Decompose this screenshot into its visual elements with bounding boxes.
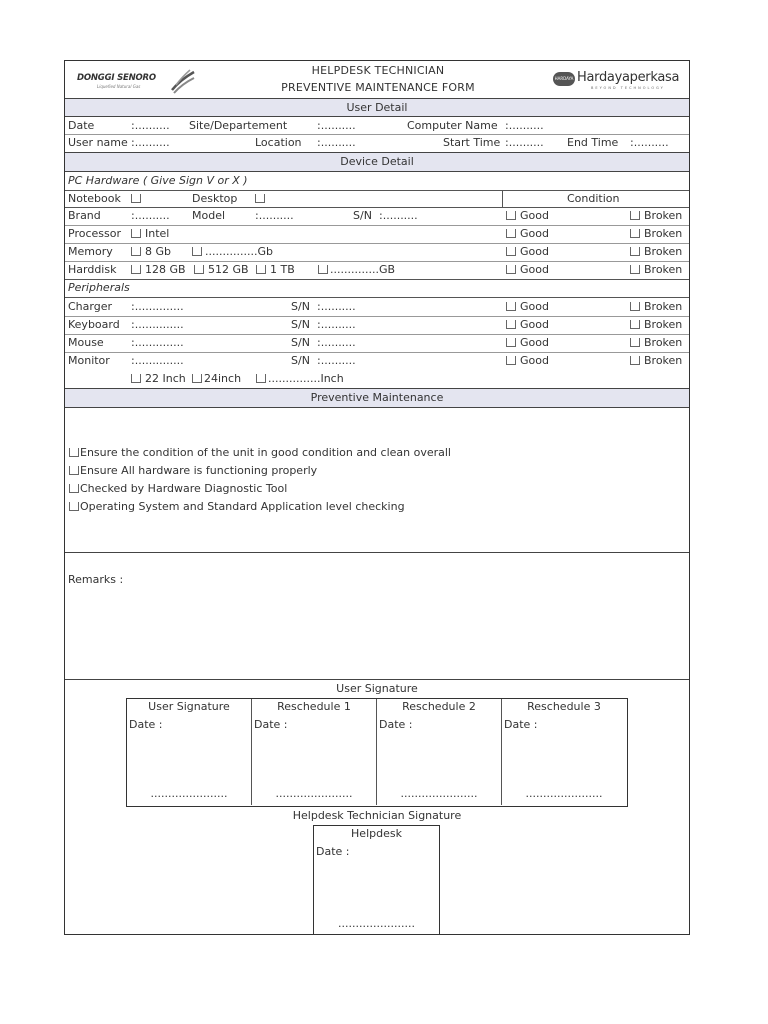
- keyboard-field[interactable]: :..............: [131, 318, 184, 331]
- notebook-label: Notebook: [68, 192, 121, 205]
- maintenance-checkbox-1[interactable]: [69, 448, 79, 457]
- hd-512-label: 512 GB: [208, 263, 249, 276]
- site-label: Site/Departement: [189, 119, 288, 132]
- serial-label: S/N: [291, 336, 310, 349]
- condition-divider: [502, 190, 503, 207]
- user-signature-box[interactable]: [127, 699, 251, 805]
- username-field[interactable]: :..........: [131, 136, 170, 149]
- remarks-label: Remarks :: [68, 573, 124, 586]
- harddisk-label: Harddisk: [68, 263, 117, 276]
- memory-custom-checkbox[interactable]: [192, 247, 202, 256]
- good-label: Good: [520, 300, 549, 313]
- serial-label: S/N: [291, 318, 310, 331]
- broken-label: Broken: [644, 318, 683, 331]
- reschedule-3-box[interactable]: [502, 699, 626, 805]
- monitor-good-checkbox[interactable]: [506, 356, 516, 365]
- computer-name-label: Computer Name: [407, 119, 498, 132]
- signature-box-title: Reschedule 2: [402, 700, 476, 713]
- form-header: [65, 61, 689, 98]
- signature-date-label: Date :: [379, 718, 413, 731]
- memory-8gb-checkbox[interactable]: [131, 247, 141, 256]
- monitor-field[interactable]: :..............: [131, 354, 184, 367]
- maintenance-form: [64, 60, 690, 935]
- computer-name-field[interactable]: :..........: [505, 119, 544, 132]
- good-label: Good: [520, 209, 549, 222]
- username-label: User name: [68, 136, 128, 149]
- memory-good-checkbox[interactable]: [506, 247, 516, 256]
- gas-flame-icon: [170, 68, 196, 94]
- maintenance-item-2: Ensure All hardware is functioning properly: [80, 464, 318, 477]
- good-label: Good: [520, 263, 549, 276]
- row-divider: [65, 261, 689, 262]
- technician-signature-title: Helpdesk Technician Signature: [292, 809, 462, 822]
- signature-line: ......................: [338, 917, 415, 930]
- harddisk-good-checkbox[interactable]: [506, 265, 516, 274]
- hd-1tb-checkbox[interactable]: [256, 265, 266, 274]
- model-field[interactable]: :..........: [255, 209, 294, 222]
- date-label: Date: [68, 119, 95, 132]
- monitor-serial-field[interactable]: :..........: [317, 354, 356, 367]
- section-divider: [65, 679, 689, 680]
- row-divider: [65, 225, 689, 226]
- row-divider: [65, 352, 689, 353]
- intel-label: Intel: [145, 227, 170, 240]
- processor-label: Processor: [68, 227, 121, 240]
- monitor-label: Monitor: [68, 354, 110, 367]
- location-label: Location: [255, 136, 302, 149]
- memory-8gb-label: 8 Gb: [145, 245, 172, 258]
- brand-field[interactable]: :..........: [131, 209, 170, 222]
- brand-label: Brand: [68, 209, 101, 222]
- row-divider: [65, 334, 689, 335]
- broken-label: Broken: [644, 354, 683, 367]
- signature-date-label: Date :: [504, 718, 538, 731]
- row-divider: [65, 297, 689, 298]
- broken-label: Broken: [644, 227, 683, 240]
- good-label: Good: [520, 354, 549, 367]
- charger-label: Charger: [68, 300, 112, 313]
- logo-left-text: DONGGI SENORO: [77, 73, 156, 83]
- charger-serial-field[interactable]: :..........: [317, 300, 356, 313]
- monitor-broken-checkbox[interactable]: [630, 356, 640, 365]
- hd-custom-checkbox[interactable]: [318, 265, 328, 274]
- end-time-label: End Time: [567, 136, 619, 149]
- memory-custom-field[interactable]: ...............Gb: [205, 245, 273, 258]
- preventive-maintenance-header: Preventive Maintenance: [65, 388, 689, 408]
- row-divider: [65, 243, 689, 244]
- section-divider: [65, 552, 689, 553]
- start-time-label: Start Time: [443, 136, 501, 149]
- location-field[interactable]: :..........: [317, 136, 356, 149]
- hd-128-label: 128 GB: [145, 263, 186, 276]
- broken-label: Broken: [644, 336, 683, 349]
- serial-label: S/N: [291, 354, 310, 367]
- signature-box-title: User Signature: [148, 700, 230, 713]
- maintenance-item-4: Operating System and Standard Application level checking: [80, 500, 405, 513]
- desktop-label: Desktop: [192, 192, 238, 205]
- maintenance-checkbox-2[interactable]: [69, 466, 79, 475]
- broken-label: Broken: [644, 209, 683, 222]
- maintenance-checkbox-4[interactable]: [69, 502, 79, 511]
- logo-left-subtext: Liquefied Natural Gas: [97, 84, 141, 89]
- row-divider: [65, 190, 689, 191]
- maintenance-item-3: Checked by Hardware Diagnostic Tool: [80, 482, 288, 495]
- brand-good-checkbox[interactable]: [506, 211, 516, 220]
- processor-broken-checkbox[interactable]: [630, 229, 640, 238]
- monitor-24-label: 24inch: [204, 372, 242, 385]
- good-label: Good: [520, 318, 549, 331]
- mouse-serial-field[interactable]: :..........: [317, 336, 356, 349]
- keyboard-serial-field[interactable]: :..........: [317, 318, 356, 331]
- end-time-field[interactable]: :..........: [630, 136, 669, 149]
- helpdesk-signature-box[interactable]: [313, 825, 440, 935]
- reschedule-1-box[interactable]: [252, 699, 376, 805]
- form-title-line2: PREVENTIVE MAINTENANCE FORM: [281, 81, 475, 94]
- memory-broken-checkbox[interactable]: [630, 247, 640, 256]
- remarks-area[interactable]: [65, 555, 689, 677]
- hd-512-checkbox[interactable]: [194, 265, 204, 274]
- charger-broken-checkbox[interactable]: [630, 302, 640, 311]
- good-label: Good: [520, 245, 549, 258]
- row-divider: [65, 279, 689, 280]
- serial-label: S/N: [291, 300, 310, 313]
- monitor-22-checkbox[interactable]: [131, 374, 141, 383]
- mouse-broken-checkbox[interactable]: [630, 338, 640, 347]
- charger-field[interactable]: :..............: [131, 300, 184, 313]
- condition-header: Condition: [567, 192, 620, 205]
- serial-label: S/N: [353, 209, 372, 222]
- signature-line: ......................: [275, 787, 353, 800]
- hardayaperkasa-logo: [553, 69, 683, 91]
- monitor-custom-field[interactable]: ...............Inch: [268, 372, 344, 385]
- intel-checkbox[interactable]: [131, 229, 141, 238]
- broken-label: Broken: [644, 245, 683, 258]
- mouse-field[interactable]: :..............: [131, 336, 184, 349]
- maintenance-checkbox-3[interactable]: [69, 484, 79, 493]
- hardaya-badge-icon: HARDAYA: [553, 72, 575, 86]
- form-title-line1: HELPDESK TECHNICIAN: [311, 64, 445, 77]
- peripherals-label: Peripherals: [68, 281, 130, 294]
- broken-label: Broken: [644, 300, 683, 313]
- row-divider: [65, 207, 689, 208]
- mouse-label: Mouse: [68, 336, 104, 349]
- good-label: Good: [520, 227, 549, 240]
- user-detail-header: User Detail: [65, 98, 689, 117]
- broken-label: Broken: [644, 263, 683, 276]
- brand-broken-checkbox[interactable]: [630, 211, 640, 220]
- row-divider: [65, 316, 689, 317]
- logo-right-tagline: BEYOND TECHNOLOGY: [591, 86, 665, 90]
- hd-128-checkbox[interactable]: [131, 265, 141, 274]
- signature-date-label: Date :: [129, 718, 163, 731]
- processor-good-checkbox[interactable]: [506, 229, 516, 238]
- maintenance-item-1: Ensure the condition of the unit in good condition and clean overall: [80, 446, 451, 459]
- keyboard-good-checkbox[interactable]: [506, 320, 516, 329]
- pc-hardware-label: PC Hardware ( Give Sign V or X ): [68, 174, 248, 187]
- device-detail-header: Device Detail: [65, 152, 689, 172]
- signature-line: ......................: [525, 787, 603, 800]
- good-label: Good: [520, 336, 549, 349]
- monitor-24-checkbox[interactable]: [192, 374, 202, 383]
- serial-field[interactable]: :..........: [379, 209, 418, 222]
- keyboard-label: Keyboard: [68, 318, 120, 331]
- row-divider: [65, 134, 689, 135]
- donggi-senoro-logo: [77, 67, 197, 93]
- signature-box-title: Reschedule 3: [527, 700, 601, 713]
- notebook-checkbox[interactable]: [131, 194, 141, 203]
- hd-custom-field[interactable]: ..............GB: [330, 263, 396, 276]
- desktop-checkbox[interactable]: [255, 194, 265, 203]
- keyboard-broken-checkbox[interactable]: [630, 320, 640, 329]
- start-time-field[interactable]: :..........: [505, 136, 544, 149]
- signature-line: ......................: [400, 787, 478, 800]
- memory-label: Memory: [68, 245, 113, 258]
- signature-date-label: Date :: [254, 718, 288, 731]
- model-label: Model: [192, 209, 226, 222]
- date-field[interactable]: :..........: [131, 119, 170, 132]
- signature-box-title: Reschedule 1: [277, 700, 351, 713]
- site-field[interactable]: :..........: [317, 119, 356, 132]
- hd-1tb-label: 1 TB: [270, 263, 295, 276]
- harddisk-broken-checkbox[interactable]: [630, 265, 640, 274]
- signature-table: [126, 698, 628, 807]
- monitor-22-label: 22 Inch: [145, 372, 186, 385]
- signature-date-label: Date :: [316, 845, 350, 858]
- charger-good-checkbox[interactable]: [506, 302, 516, 311]
- reschedule-2-box[interactable]: [377, 699, 501, 805]
- signature-line: ......................: [150, 787, 228, 800]
- user-signature-title: User Signature: [336, 682, 418, 695]
- monitor-custom-checkbox[interactable]: [256, 374, 266, 383]
- logo-right-text: Hardayaperkasa: [577, 70, 680, 85]
- helpdesk-box-title: Helpdesk: [351, 827, 402, 840]
- mouse-good-checkbox[interactable]: [506, 338, 516, 347]
